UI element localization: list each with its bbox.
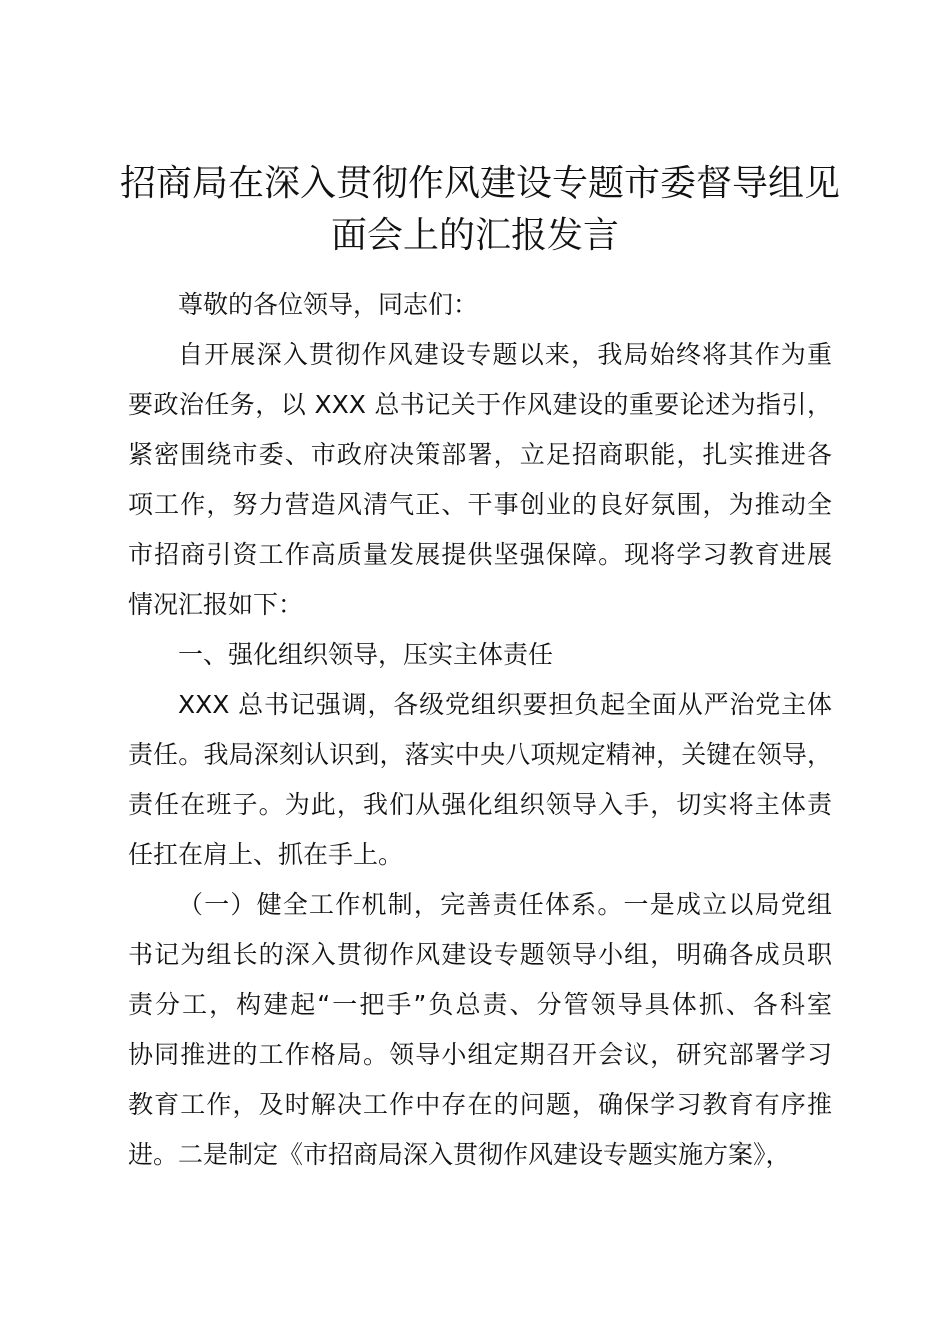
section-heading-text: 一、强化组织领导，压实主体责任: [178, 640, 554, 669]
paragraph-line: 协同推进的工作格局。领导小组定期召开会议，研究部署学习: [128, 1040, 832, 1069]
paragraph-line: 责任。我局深刻认识到，落实中央八项规定精神，关键在领导，: [128, 740, 832, 769]
paragraph-line: 责任在班子。为此，我们从强化组织领导入手，切实将主体责: [128, 790, 832, 819]
paragraph-line: 自开展深入贯彻作风建设专题以来，我局始终将其作为重: [178, 340, 832, 369]
title-line-1: 招商局在深入贯彻作风建设专题市委督导组见: [120, 163, 841, 204]
salutation: [128, 280, 832, 330]
paragraph-mechanism: [128, 880, 832, 1180]
paragraph-line: 要政治任务，以 XXX 总书记关于作风建设的重要论述为指引，: [128, 390, 832, 419]
paragraph-line: 任扛在肩上、抓在手上。: [128, 840, 404, 869]
paragraph-line: 责分工，构建起“一把手”负总责、分管领导具体抓、各科室: [128, 990, 832, 1019]
paragraph-responsibility: [128, 680, 832, 880]
paragraph-line: 项工作，努力营造风清气正、干事创业的良好氛围，为推动全: [128, 490, 832, 519]
paragraph-intro: [128, 330, 832, 630]
paragraph-line: 教育工作，及时解决工作中存在的问题，确保学习教育有序推: [128, 1090, 832, 1119]
title-line-2: 面会上的汇报发言: [330, 215, 619, 256]
salutation-line: 尊敬的各位领导，同志们：: [178, 290, 479, 319]
paragraph-line: 市招商引资工作高质量发展提供坚强保障。现将学习教育进展: [128, 540, 832, 569]
document-body: [128, 280, 832, 1180]
paragraph-line: 紧密围绕市委、市政府决策部署，立足招商职能，扎实推进各: [128, 440, 832, 469]
document-title: [120, 158, 841, 262]
paragraph-line: 情况汇报如下：: [128, 590, 304, 619]
paragraph-line: 书记为组长的深入贯彻作风建设专题领导小组，明确各成员职: [128, 940, 832, 969]
paragraph-line: XXX 总书记强调，各级党组织要担负起全面从严治党主体: [178, 690, 832, 719]
paragraph-line: 进。二是制定《市招商局深入贯彻作风建设专题实施方案》，: [128, 1140, 791, 1169]
section-heading-1: [128, 630, 832, 680]
paragraph-line: （一）健全工作机制，完善责任体系。一是成立以局党组: [178, 890, 832, 919]
